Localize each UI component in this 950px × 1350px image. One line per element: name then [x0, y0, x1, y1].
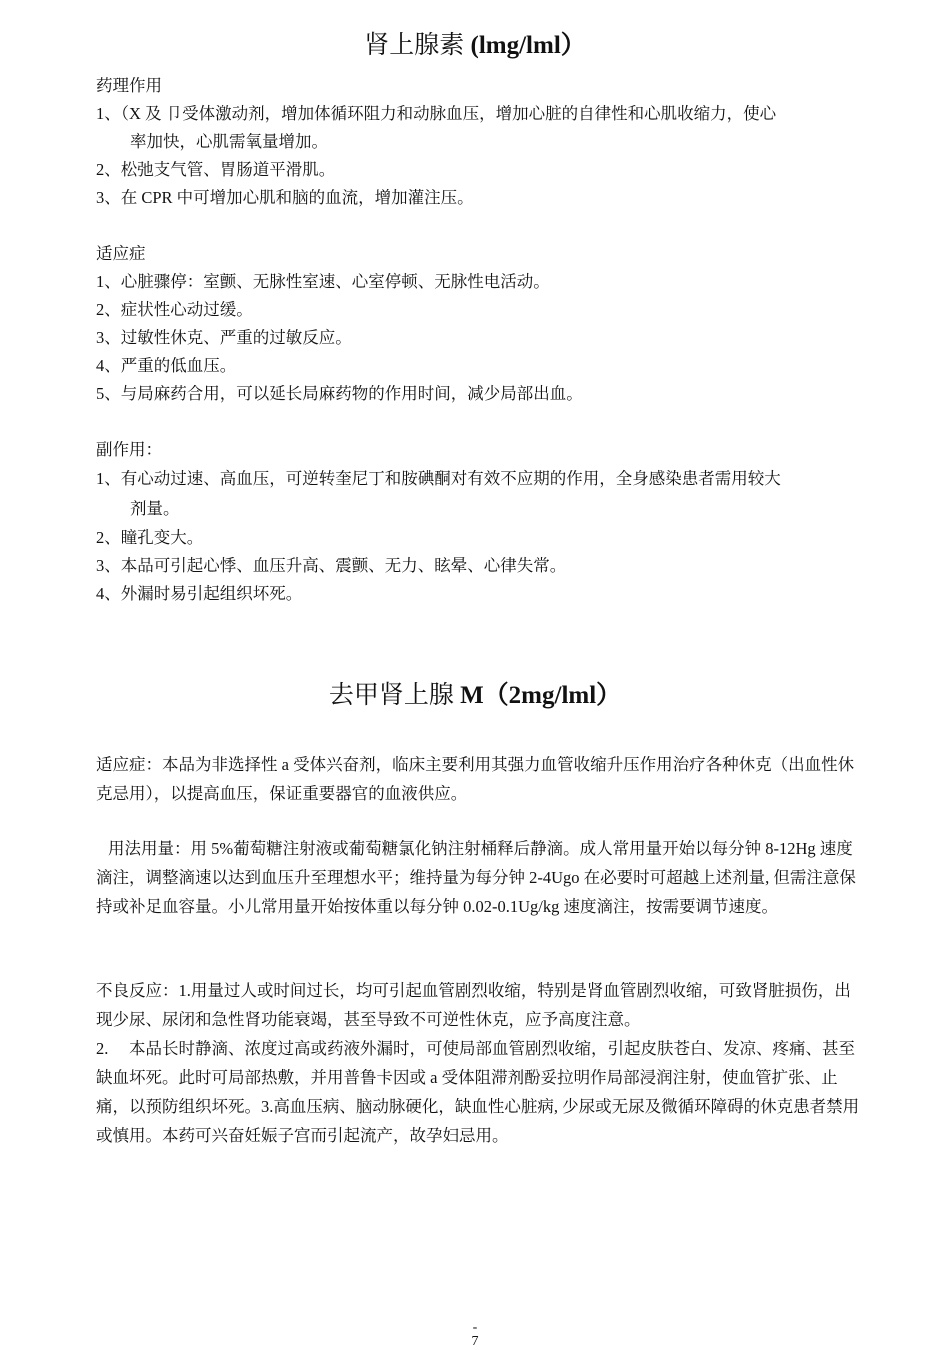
section2-indications	[96, 750, 864, 808]
section2-title	[0, 680, 950, 712]
page-number: 7	[471, 1334, 479, 1349]
side-effect-item-1-line-2: 剂量。	[130, 499, 180, 518]
section2-adverse-reactions	[96, 976, 864, 1150]
side-effect-item-2: 2、瞳孔变大。	[96, 528, 204, 547]
indication-item-1: 1、心脏骤停：室颤、无脉性室速、心室停顿、无脉性电活动。	[96, 272, 550, 291]
section1-title-dose: (lmg/lml）	[470, 32, 586, 59]
section1-title	[0, 30, 950, 62]
section2-adverse-2: 2. 本品长时静滴、浓度过高或药液外漏时，可使局部血管剧烈收缩，引起皮肤苍白、发凉、疼痛、甚至缺血坏死。此时可局部热敷，并用普鲁卡因或 a 受体阻滞剂酚妥拉明作局部浸润注射，使血管扩张、止痛，以预防组织坏死。3.高血压病、脑动脉硬化，缺血性心脏病, 少尿或无尿及微循环障碍的休克患者禁用或慎用。本药可兴奋妊娠子宫而引起流产，故孕妇忌用。	[96, 1039, 860, 1145]
section2-indications-text: 适应症：本品为非选择性 a 受体兴奋剂，临床主要利用其强力血管收缩升压作用治疗各种休克（出血性休克忌用），以提高血压，保证重要器官的血液供应。	[96, 755, 855, 803]
indication-item-5: 5、与局麻药合用，可以延长局麻药物的作用时间，减少局部出血。	[96, 384, 583, 403]
pharmacology-item-1-line-1: 1、（X 及 卩受体激动剂，增加体循环阻力和动脉血压，增加心脏的自律性和心肌收缩力，使心	[96, 104, 777, 123]
side-effect-item-1-line-1: 1、有心动过速、高血压，可逆转奎尼丁和胺碘酮对有效不应期的作用，全身感染患者需用较大	[96, 469, 781, 488]
pharmacology-item-1-line-2: 率加快，心肌需氧量增加。	[130, 132, 328, 151]
section1-title-cn: 肾上腺素	[364, 32, 465, 59]
page-number-dash: -	[472, 1320, 478, 1335]
section2-title-dose: M（2mg/lml）	[460, 682, 622, 709]
side-effect-item-3: 3、本品可引起心悸、血压升高、震颤、无力、眩晕、心律失常。	[96, 556, 567, 575]
section2-adverse-1: 不良反应：1.用量过人或时间过长，均可引起血管剧烈收缩，特别是肾血管剧烈收缩，可致肾脏损伤，出现少尿、尿闭和急性肾功能衰竭，甚至导致不可逆性休克，应予高度注意。	[96, 981, 851, 1029]
section2-dosage	[96, 834, 864, 921]
pharmacology-heading: 药理作用	[96, 76, 162, 95]
side-effect-item-4: 4、外漏时易引起组织坏死。	[96, 584, 303, 603]
indication-item-3: 3、过敏性休克、严重的过敏反应。	[96, 328, 352, 347]
pharmacology-item-2: 2、松弛支气管、胃肠道平滑肌。	[96, 160, 336, 179]
section2-dosage-text: 用法用量：用 5%葡萄糖注射液或葡萄糖氯化钠注射桶释后静滴。成人常用量开始以每分钟 8-12Hg 速度滴注，调整滴速以达到血压升至理想水平；维持量为每分钟 2-4Ugo 在必要时可超越上述剂量, 但需注意保持或补足血容量。小儿常用量开始按体重以每分钟 0.02-0.1Ug/kg 速度滴注，按需要调节速度。	[96, 839, 856, 916]
indication-item-2: 2、症状性心动过缓。	[96, 300, 253, 319]
indications-heading: 适应症	[96, 244, 146, 263]
pharmacology-item-3: 3、在 CPR 中可增加心肌和脑的血流，增加灌注压。	[96, 188, 474, 207]
section2-title-cn: 去甲肾上腺	[328, 682, 454, 709]
side-effects-heading: 副作用：	[96, 440, 162, 459]
indication-item-4: 4、严重的低血压。	[96, 356, 237, 375]
